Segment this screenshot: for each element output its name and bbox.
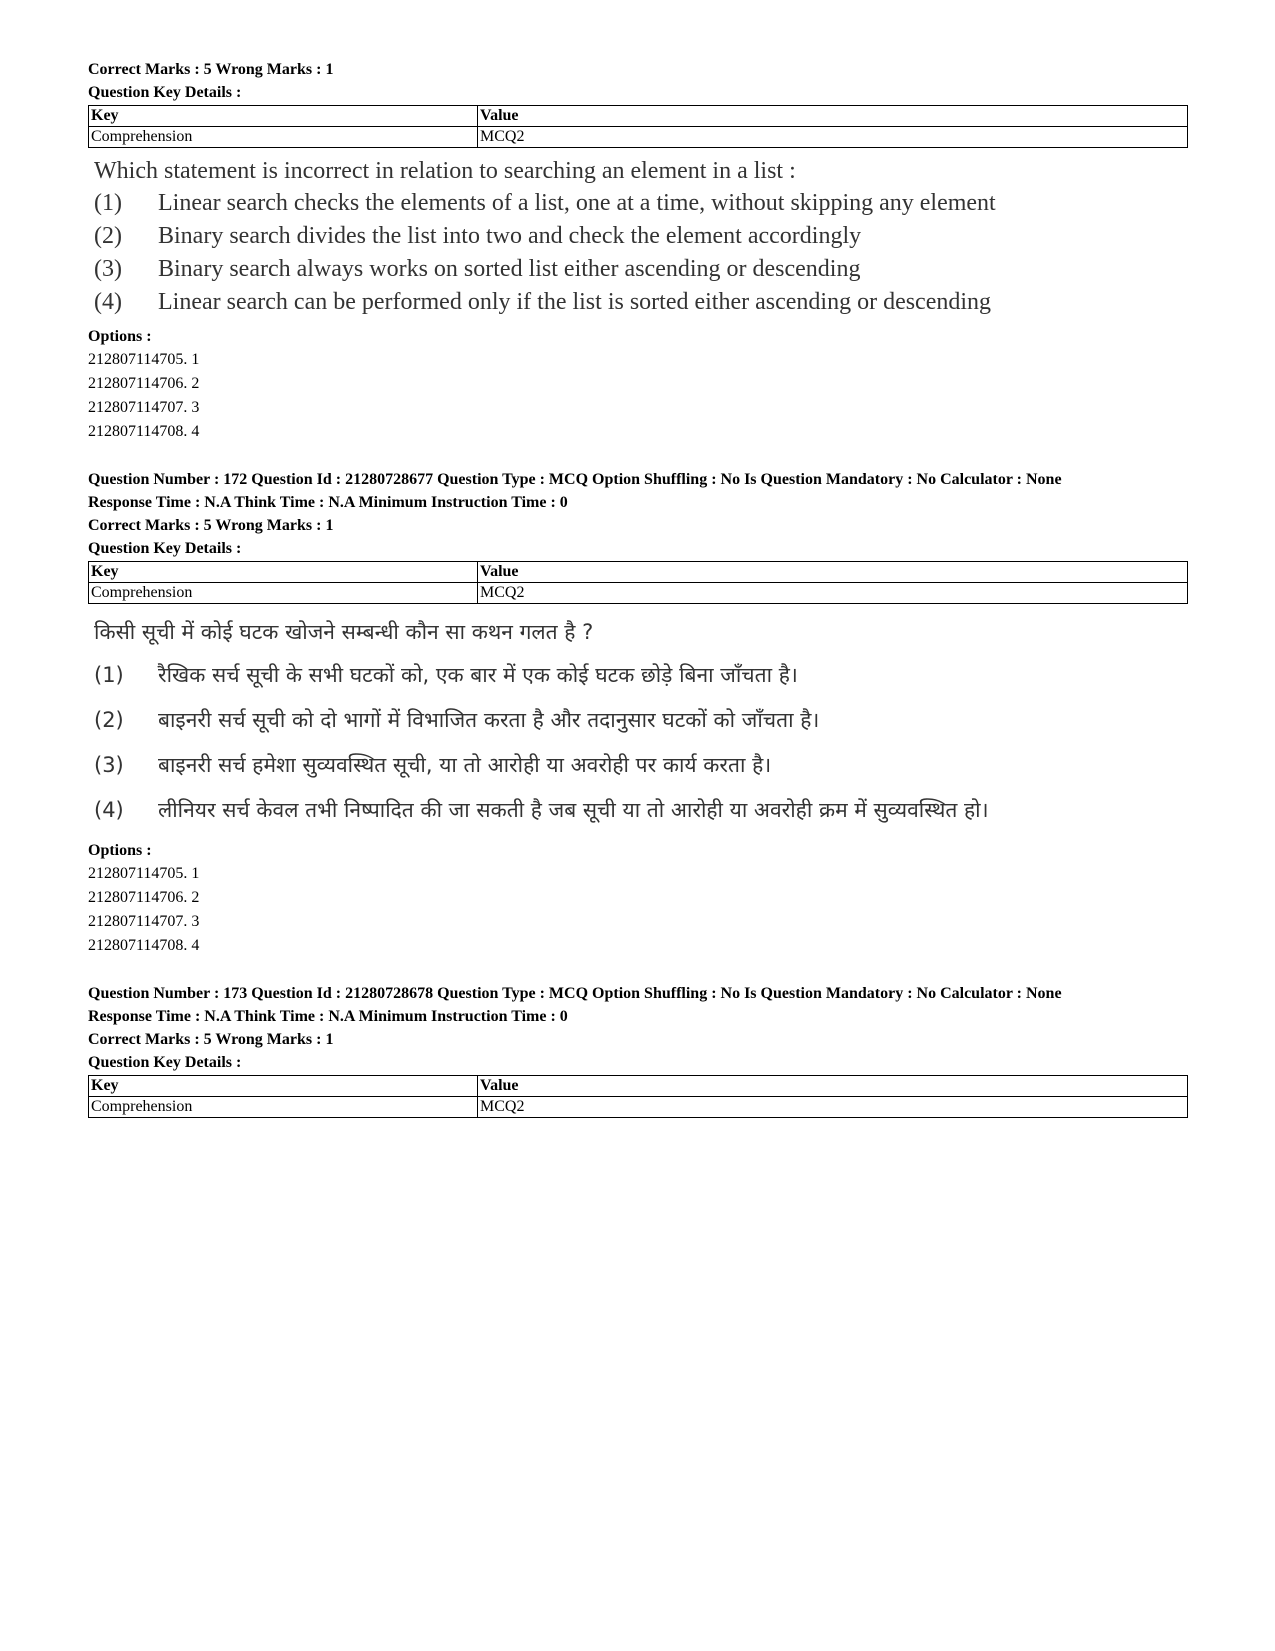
question-option [94,187,1188,220]
option-number: (3) [94,256,122,282]
question-stem: Which statement is incorrect in relation to searching an element in a list : [94,158,796,184]
question-option [94,653,1188,698]
option-id-line: 212807114708. 4 [88,937,200,954]
table-cell-value: MCQ2 [478,1097,1188,1118]
table-cell-key: Comprehension [89,583,478,604]
option-number: (4) [94,289,122,315]
option-text: Linear search checks the elements of a list, one at a time, without skipping any element [158,190,996,216]
question-block-172 [88,468,1188,958]
question-block-173 [88,982,1188,1118]
key-details-label: Question Key Details : [88,84,242,101]
question-stem: किसी सूची में कोई घटक खोजने सम्बन्धी कौन सा कथन गलत है ? [94,620,594,644]
option-number: (1) [94,190,122,216]
question-header-line: Question Number : 173 Question Id : 21280728678 Question Type : MCQ Option Shuffling : No Is Question Mandatory : No Calculator : None [88,985,1062,1002]
option-number: (3) [94,753,124,777]
table-cell-value: MCQ2 [478,583,1188,604]
table-header-value: Value [478,1076,1188,1097]
table-header-value: Value [478,106,1188,127]
option-text: बाइनरी सर्च हमेशा सुव्यवस्थित सूची, या तो आरोही या अवरोही पर कार्य करता है। [158,753,772,777]
table-header-key: Key [89,1076,478,1097]
key-details-table [88,561,1188,604]
option-id-line: 212807114705. 1 [88,865,200,882]
option-id-line: 212807114708. 4 [88,423,200,440]
question-timing-line: Response Time : N.A Think Time : N.A Minimum Instruction Time : 0 [88,1008,568,1025]
option-id-line: 212807114706. 2 [88,889,200,906]
question-text-english [94,155,1188,319]
option-text: Binary search divides the list into two and check the element accordingly [158,223,862,249]
options-label: Options : [88,328,152,345]
table-header-row [89,562,1188,583]
option-text: Binary search always works on sorted list either ascending or descending [158,256,861,282]
question-option [94,220,1188,253]
option-text: बाइनरी सर्च सूची को दो भागों में विभाजित करता है और तदानुसार घटकों को जाँचता है। [158,708,820,732]
table-cell-key: Comprehension [89,1097,478,1118]
table-header-row [89,1076,1188,1097]
marks-line: Correct Marks : 5 Wrong Marks : 1 [88,1031,334,1048]
question-option [94,788,1188,833]
option-number: (2) [94,223,122,249]
table-cell-key: Comprehension [89,127,478,148]
key-details-table [88,105,1188,148]
table-header-key: Key [89,562,478,583]
option-number: (4) [94,798,124,822]
key-details-label: Question Key Details : [88,1054,242,1071]
marks-line: Correct Marks : 5 Wrong Marks : 1 [88,61,334,78]
question-option [94,286,1188,319]
option-text: लीनियर सर्च केवल तभी निष्पादित की जा सकती है जब सूची या तो आरोही या अवरोही क्रम में सुव्यवस्थित हो। [158,798,989,822]
table-row [89,127,1188,148]
table-header-row [89,106,1188,127]
option-id-line: 212807114707. 3 [88,399,200,416]
table-cell-value: MCQ2 [478,127,1188,148]
table-row [89,583,1188,604]
document-page [88,58,1188,1118]
question-text-hindi [94,611,1188,833]
key-details-table [88,1075,1188,1118]
option-id-line: 212807114705. 1 [88,351,200,368]
options-label: Options : [88,842,152,859]
option-id-line: 212807114707. 3 [88,913,200,930]
question-option [94,698,1188,743]
table-row [89,1097,1188,1118]
table-header-key: Key [89,106,478,127]
option-id-line: 212807114706. 2 [88,375,200,392]
option-text: रैखिक सर्च सूची के सभी घटकों को, एक बार में एक कोई घटक छोड़े बिना जाँचता है। [158,663,798,687]
question-header-line: Question Number : 172 Question Id : 21280728677 Question Type : MCQ Option Shuffling : No Is Question Mandatory : No Calculator : None [88,471,1062,488]
option-number: (2) [94,708,124,732]
table-header-value: Value [478,562,1188,583]
option-number: (1) [94,663,124,687]
question-option [94,743,1188,788]
question-option [94,253,1188,286]
option-text: Linear search can be performed only if the list is sorted either ascending or descending [158,289,992,315]
key-details-label: Question Key Details : [88,540,242,557]
marks-line: Correct Marks : 5 Wrong Marks : 1 [88,517,334,534]
question-block-171 [88,58,1188,444]
question-timing-line: Response Time : N.A Think Time : N.A Minimum Instruction Time : 0 [88,494,568,511]
